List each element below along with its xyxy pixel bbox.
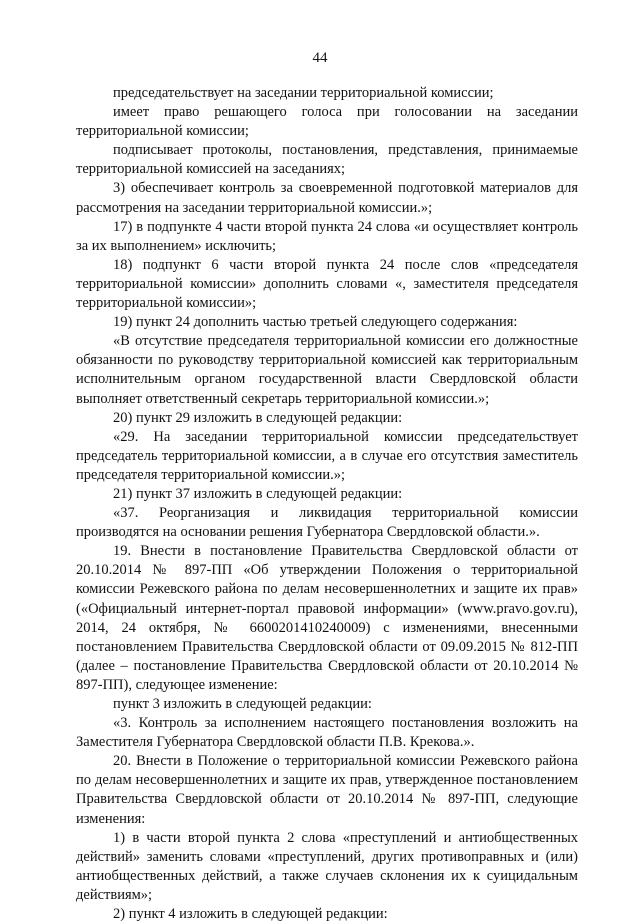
paragraph: 19) пункт 24 дополнить частью третьей следующего содержания:: [113, 314, 518, 331]
paragraph: «В отсутствие председателя территориальной комиссии его должностные обязанности по руководству территориальной комиссией как территориальным исполнительным органом государственной власти Свердловской области выполняет ответственный секретарь территориальной комиссии.»;: [76, 333, 578, 407]
page-number: 44: [312, 50, 328, 66]
paragraph: 19. Внести в постановление Правительства Свердловской области от 20.10.2014 № 897-ПП «Об утверждении Положения о территориальной комиссии Режевского района по делам несовершеннолетних и защите их прав» («Официальный интернет-портал правовой информации» (www.pravo.gov.ru), 2014, 24 октября, № 6600201410240009) с изменениями, внесенными постановлением Правительства Свердловской области от 09.09.2015 № 812-ПП (далее – постановление Правительства Свердловской области от 20.10.2014 № 897-ПП), следующее изменение:: [76, 543, 578, 693]
paragraph: 1) в части второй пункта 2 слова «преступлений и антиобщественных действий» заменить словами «преступлений, других противоправных и (или) антиобщественных действий, а также случаев склонения их к суицидальным действиям»;: [76, 829, 578, 903]
document-body: [76, 84, 578, 924]
paragraph: 17) в подпункте 4 части второй пункта 24 слова «и осуществляет контроль за их выполнением» исключить;: [76, 218, 578, 254]
paragraph: «3. Контроль за исполнением настоящего постановления возложить на Заместителя Губернатора Свердловской области П.В. Крекова.».: [76, 715, 578, 751]
paragraph: 20) пункт 29 изложить в следующей редакции:: [113, 409, 403, 426]
paragraph: 20. Внести в Положение о территориальной комиссии Режевского района по делам несовершеннолетних и защите их прав, утвержденное постановлением Правительства Свердловской области от 20.10.2014 № 897-ПП, следующие изменения:: [76, 753, 578, 827]
paragraph: 18) подпункт 6 части второй пункта 24 после слов «председателя территориальной комиссии» дополнить словами «, заместителя председателя территориальной комиссии»;: [76, 256, 578, 312]
paragraph: имеет право решающего голоса при голосовании на заседании территориальной комиссии;: [76, 104, 578, 140]
paragraph: 21) пункт 37 изложить в следующей редакции:: [113, 485, 403, 502]
paragraph: подписывает протоколы, постановления, представления, принимаемые территориальной комиссией на заседаниях;: [76, 142, 578, 178]
paragraph: 3) обеспечивает контроль за своевременной подготовкой материалов для рассмотрения на заседании территориальной комиссии.»;: [76, 180, 578, 216]
paragraph: «29. На заседании территориальной комиссии председательствует председатель территориальной комиссии, а в случае его отсутствия заместитель председателя территориальной комиссии.»;: [76, 428, 578, 483]
paragraph: пункт 3 изложить в следующей редакции:: [113, 696, 372, 712]
paragraph: «37. Реорганизация и ликвидация территориальной комиссии производятся на основании решения Губернатора Свердловской области.».: [76, 505, 578, 541]
paragraph: 2) пункт 4 изложить в следующей редакции:: [113, 906, 388, 923]
paragraph: председательствует на заседании территориальной комиссии;: [113, 85, 494, 101]
